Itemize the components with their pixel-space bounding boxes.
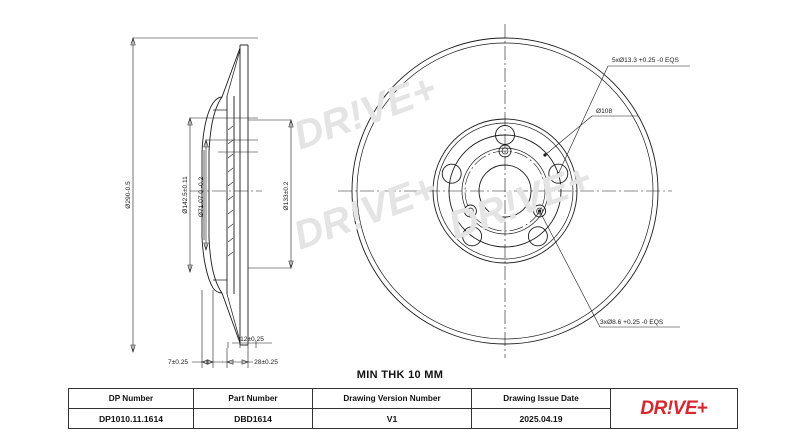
header-dp-number: DP Number [69,389,194,409]
brand-logo-main: DR!VE [640,398,697,419]
value-drawing-issue-date: 2025.04.19 [472,409,611,429]
value-drawing-version-number: V1 [313,409,472,429]
title-block [68,388,738,429]
header-drawing-issue-date: Drawing Issue Date [472,389,611,409]
dim-friction-inner: Ø133±0.2 [283,181,290,211]
watermark: DR!VE+ [288,66,442,159]
brand-logo-plus: + [697,398,708,419]
brand-logo [611,389,737,428]
callout-bolt-holes: 5xØ13.3 +0.25 -0 EQS [612,57,679,64]
dim-outer-diameter: Ø290-0.5 [125,181,132,209]
min-thickness-note: MIN THK 10 MM [356,369,444,381]
callout-small-holes: 3xØ8.6 +0.25 -0 EQS [600,319,664,326]
value-dp-number: DP1010.11.1614 [69,409,194,429]
dim-plate-thickness: 7±0.25 [167,359,189,366]
watermark: DR!VE+ [288,166,442,259]
callout-pcd: Ø108 [596,108,613,115]
watermark: DR!VE+ [443,156,597,249]
dim-overall-height: 28±0.25 [254,359,278,366]
section-view [125,38,293,368]
dim-hat-height: 12±0.25 [240,336,264,343]
title-block-header-row [69,389,738,409]
header-drawing-version-number: Drawing Version Number [313,389,472,409]
header-part-number: Part Number [194,389,313,409]
brand-logo-cell [611,389,738,429]
value-part-number: DBD1614 [194,409,313,429]
watermark-group [288,67,597,259]
dim-center-bore: Ø71.07 0 -0.2 [198,176,205,218]
brand-logo-text [640,399,707,418]
dim-bolt-circle: Ø142.5±0.11 [182,176,189,214]
